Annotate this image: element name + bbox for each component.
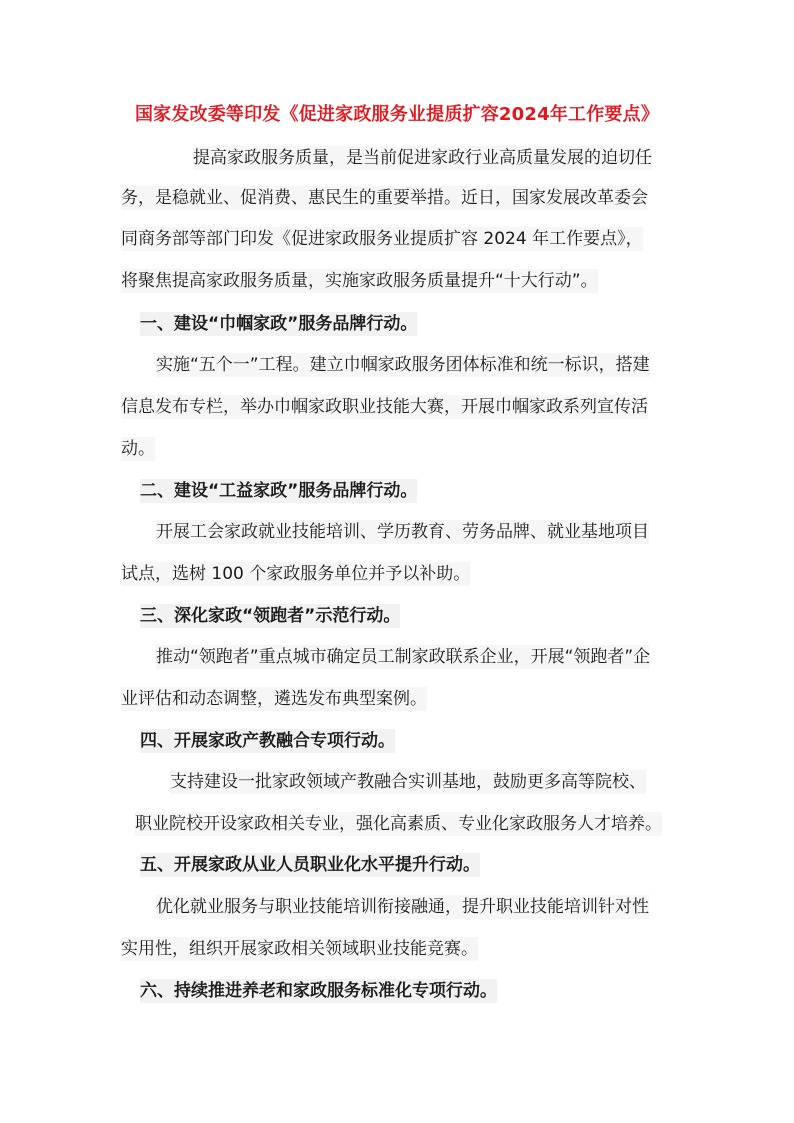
section-heading-3: 三、深化家政“领跑者”示范行动。 [140, 606, 401, 626]
section-paragraph-line: 优化就业服务与职业技能培训衔接融通，提升职业技能培训针对性 [156, 897, 649, 917]
intro-line: 同商务部等部门印发《促进家政服务业提质扩容 2024 年工作要点》， [121, 229, 643, 249]
section-heading-1: 一、建设“巾帼家政”服务品牌行动。 [140, 314, 418, 334]
section-paragraph-line: 开展工会家政就业技能培训、学历教育、劳务品牌、就业基地项目 [156, 522, 649, 542]
section-paragraph-line: 支持建设一批家政领域产教融合实训基地，鼓励更多高等院校、 [170, 772, 646, 792]
intro-line: 提高家政服务质量，是当前促进家政行业高质量发展的迫切任 [193, 148, 652, 168]
section-paragraph-line: 信息发布专栏，举办巾帼家政职业技能大赛，开展巾帼家政系列宣传活 [121, 397, 648, 417]
intro-line: 务，是稳就业、促消费、惠民生的重要举措。近日，国家发展改革委会 [121, 188, 648, 208]
section-paragraph-line: 职业院校开设家政相关专业，强化高素质、专业化家政服务人才培养。 [135, 814, 662, 834]
section-paragraph-line: 实用性，组织开展家政相关领域职业技能竞赛。 [121, 939, 478, 959]
section-heading-4: 四、开展家政产教融合专项行动。 [140, 731, 395, 751]
section-paragraph-line: 业评估和动态调整，遴选发布典型案例。 [121, 689, 427, 709]
section-paragraph-line: 推动“领跑者”重点城市确定员工制家政联系企业，开展“领跑者”企 [156, 647, 651, 667]
section-heading-2: 二、建设“工益家政”服务品牌行动。 [140, 481, 418, 501]
section-paragraph-line: 动。 [121, 439, 155, 459]
section-paragraph-line: 实施“五个一”工程。建立巾帼家政服务团体标准和统一标识，搭建 [156, 355, 650, 375]
section-paragraph-line: 试点，选树 100 个家政服务单位并予以补助。 [121, 564, 471, 584]
intro-line: 将聚焦提高家政服务质量，实施家政服务质量提升“十大行动”。 [121, 271, 598, 291]
document-title: 国家发改委等印发《促进家政服务业提质扩容2024年工作要点》 [134, 104, 660, 125]
section-heading-5: 五、开展家政从业人员职业化水平提升行动。 [140, 855, 480, 875]
section-heading-6: 六、持续推进养老和家政服务标准化专项行动。 [140, 981, 497, 1001]
